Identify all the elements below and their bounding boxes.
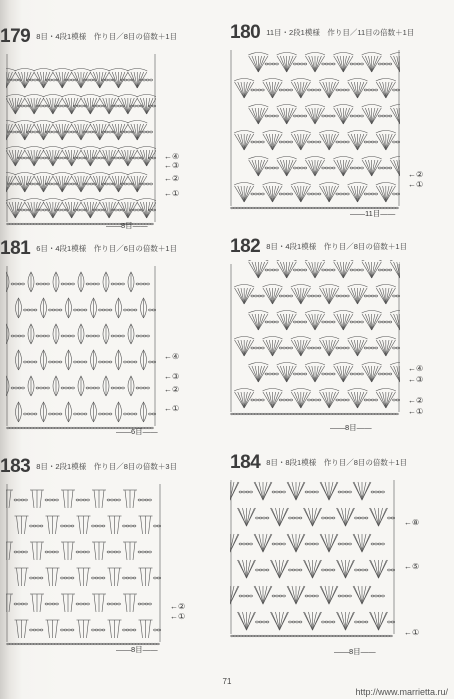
crochet-chart <box>230 476 395 642</box>
pattern-header <box>0 456 177 478</box>
row-label: ←① <box>170 612 186 621</box>
row-label: ←③ <box>408 375 424 384</box>
crochet-chart <box>6 50 156 230</box>
pattern-header <box>230 236 407 258</box>
pattern-183 <box>0 456 206 666</box>
pattern-description: 8目・8段1模様 作り目／8目の倍数＋1目 <box>266 458 408 467</box>
row-label: ←④ <box>164 152 180 161</box>
row-label: ←① <box>164 189 180 198</box>
page-number: 71 <box>222 677 232 686</box>
pattern-header <box>0 238 177 260</box>
repeat-measure: ——11目—— <box>350 209 396 218</box>
pattern-number: 181 <box>0 238 31 259</box>
pattern-description: 8目・4段1模様 作り目／8目の倍数＋1目 <box>266 242 408 251</box>
row-label: ←① <box>404 628 420 637</box>
row-label: ←② <box>408 396 424 405</box>
row-label: ←① <box>164 404 180 413</box>
pattern-181 <box>0 238 206 448</box>
row-label: ←③ <box>164 372 180 381</box>
row-label: ←⑤ <box>404 562 420 571</box>
repeat-measure: ——8目—— <box>116 645 158 654</box>
pattern-number: 179 <box>0 26 31 47</box>
pattern-number: 182 <box>230 236 261 257</box>
pattern-179 <box>0 26 206 236</box>
pattern-header <box>230 22 414 44</box>
crochet-chart <box>6 262 156 434</box>
row-label: ←④ <box>408 364 424 373</box>
row-label: ←③ <box>164 161 180 170</box>
row-label: ←① <box>408 407 424 416</box>
row-label: ←⑧ <box>404 518 420 527</box>
pattern-header <box>230 452 407 474</box>
crochet-chart <box>230 46 400 214</box>
row-label: ←② <box>408 170 424 179</box>
row-label: ←② <box>170 602 186 611</box>
pattern-number: 180 <box>230 22 261 43</box>
pattern-description: 8目・2段1模様 作り目／8目の倍数＋3目 <box>36 462 178 471</box>
pattern-180 <box>230 22 445 222</box>
row-label: ←② <box>164 174 180 183</box>
pattern-description: 11目・2段1模様 作り目／11目の倍数＋1目 <box>266 28 415 37</box>
crochet-chart <box>230 260 400 420</box>
row-label: ←④ <box>164 352 180 361</box>
repeat-measure: ——8目—— <box>330 423 372 432</box>
repeat-measure: ——8目—— <box>334 647 376 656</box>
crochet-chart <box>6 480 161 650</box>
pattern-number: 184 <box>230 452 261 473</box>
pattern-header <box>0 26 177 48</box>
repeat-measure: ——8目—— <box>106 221 148 230</box>
watermark: http://www.marrietta.ru/ <box>355 687 448 697</box>
repeat-measure: ——6目—— <box>116 427 158 436</box>
row-label: ←① <box>408 180 424 189</box>
pattern-description: 6目・4段1模様 作り目／6目の倍数＋1目 <box>36 244 178 253</box>
pattern-182 <box>230 236 445 436</box>
pattern-description: 8目・4段1模様 作り目／8目の倍数＋1目 <box>36 32 178 41</box>
pattern-184 <box>230 452 445 662</box>
pattern-number: 183 <box>0 456 31 477</box>
row-label: ←② <box>164 385 180 394</box>
